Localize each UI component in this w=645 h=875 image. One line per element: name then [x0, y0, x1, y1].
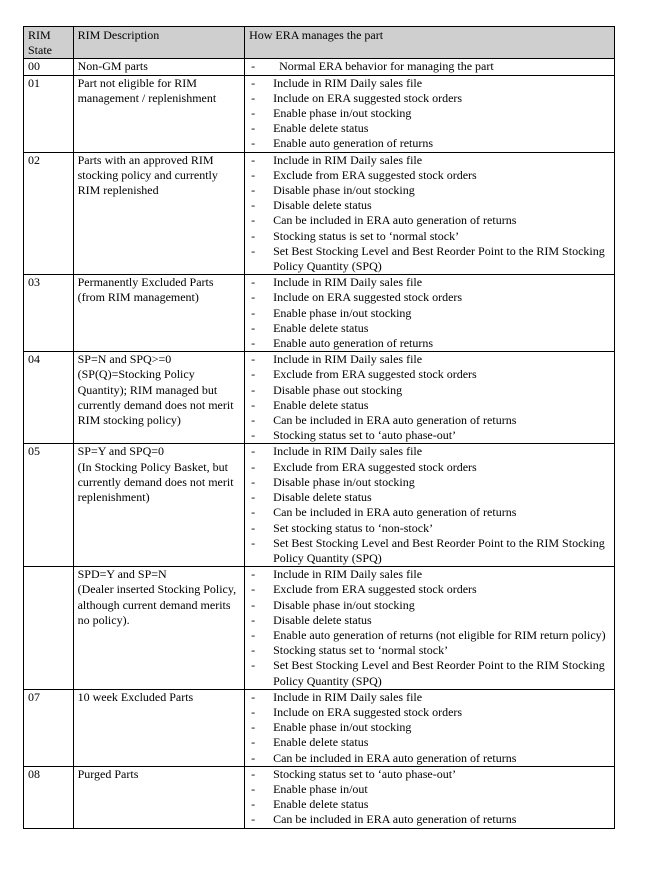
era-behavior-item: - Disable phase in/out stocking: [249, 475, 610, 490]
era-behavior-item: - Include in RIM Daily sales file: [249, 444, 610, 459]
table-row: [24, 75, 615, 152]
rim-description-cell: [73, 275, 245, 352]
era-behavior-item: - Stocking status is set to ‘normal stock’: [249, 229, 610, 244]
rim-description-text: SPD=Y and SP=N: [77, 567, 167, 582]
era-behavior-list: [249, 767, 610, 828]
rim-description-cell: [73, 444, 245, 567]
rim-description-text: Purged Parts: [77, 766, 139, 781]
rim-description-text: SP=Y and SPQ=0: [77, 444, 165, 459]
era-behavior-item: - Can be included in ERA auto generation of returns: [249, 413, 610, 428]
rim-state-cell: 05: [24, 444, 74, 567]
era-behavior-cell: [245, 275, 615, 352]
era-behavior-item: - Include in RIM Daily sales file: [249, 153, 610, 168]
era-behavior-item: - Disable phase in/out stocking: [249, 598, 610, 613]
era-behavior-item: - Enable delete status: [249, 797, 610, 812]
era-behavior-cell: [245, 352, 615, 444]
era-behavior-item: - Exclude from ERA suggested stock orders: [249, 367, 610, 382]
rim-description-text: (In Stocking Policy Basket, but currently demand does not merit replenishment): [77, 459, 234, 505]
rim-state-cell: 01: [24, 75, 74, 152]
era-behavior-item: - Enable phase in/out stocking: [249, 306, 610, 321]
era-behavior-cell: [245, 567, 615, 690]
rim-description-cell: [73, 152, 245, 275]
era-behavior-cell: [245, 766, 615, 828]
rim-state-cell: 02: [24, 152, 74, 275]
era-behavior-cell: [245, 689, 615, 766]
era-behavior-item: - Enable phase in/out stocking: [249, 106, 610, 121]
rim-description-cell: [73, 689, 245, 766]
era-behavior-item: - Enable phase in/out: [249, 782, 610, 797]
era-behavior-list: [249, 76, 610, 152]
rim-description-text: (Dealer inserted Stocking Policy, although current demand merits no policy).: [77, 582, 237, 627]
era-behavior-item: - Can be included in ERA auto generation of returns: [249, 505, 610, 520]
era-behavior-item: - Include in RIM Daily sales file: [249, 567, 610, 582]
rim-description-text: Permanently Excluded Parts (from RIM management): [77, 275, 214, 305]
table-row: [24, 444, 615, 567]
era-behavior-item: - Normal ERA behavior for managing the part: [249, 59, 610, 74]
era-behavior-item: - Include in RIM Daily sales file: [249, 352, 610, 367]
rim-description-cell: [73, 766, 245, 828]
header-row: [24, 27, 615, 59]
table-row: [24, 152, 615, 275]
rim-description-text: (SP(Q)=Stocking Policy Quantity); RIM managed but currently demand does not merit RIM stocking policy): [77, 367, 234, 428]
era-behavior-item: - Include in RIM Daily sales file: [249, 275, 610, 290]
era-behavior-item: - Set Best Stocking Level and Best Reorder Point to the RIM Stocking Policy Quantity (SPQ): [249, 658, 610, 688]
header-how-era-manages: How ERA manages the part: [245, 27, 615, 59]
rim-description-cell: [73, 567, 245, 690]
era-behavior-item: - Exclude from ERA suggested stock orders: [249, 460, 610, 475]
rim-description-cell: [73, 59, 245, 75]
era-behavior-list: [249, 690, 610, 766]
era-behavior-list: [249, 153, 610, 275]
rim-description-cell: [73, 352, 245, 444]
era-behavior-item: - Set Best Stocking Level and Best Reorder Point to the RIM Stocking Policy Quantity (SPQ): [249, 536, 610, 566]
header-rim-description: RIM Description: [73, 27, 245, 59]
rim-state-cell: [24, 567, 74, 690]
era-behavior-item: - Set stocking status to ‘non-stock’: [249, 521, 610, 536]
era-behavior-item: - Enable auto generation of returns: [249, 136, 610, 151]
table-row: [24, 352, 615, 444]
era-behavior-item: - Include in RIM Daily sales file: [249, 690, 610, 705]
table-row: [24, 689, 615, 766]
era-behavior-list: [249, 275, 610, 351]
rim-description-text: SP=N and SPQ>=0: [77, 352, 172, 367]
era-behavior-item: - Include on ERA suggested stock orders: [249, 290, 610, 305]
era-behavior-item: - Enable delete status: [249, 321, 610, 336]
era-behavior-item: - Enable delete status: [249, 735, 610, 750]
era-behavior-item: - Can be included in ERA auto generation of returns: [249, 812, 610, 827]
table-body: [24, 59, 615, 828]
rim-description-text: 10 week Excluded Parts: [77, 689, 194, 704]
era-behavior-item: - Stocking status set to ‘auto phase-out’: [249, 428, 610, 443]
era-behavior-item: - Disable phase in/out stocking: [249, 183, 610, 198]
era-behavior-item: - Enable phase in/out stocking: [249, 720, 610, 735]
era-behavior-item: - Stocking status set to ‘auto phase-out’: [249, 767, 610, 782]
era-behavior-cell: [245, 75, 615, 152]
table-header: [24, 27, 615, 59]
era-behavior-cell: [245, 152, 615, 275]
era-behavior-item: - Enable delete status: [249, 121, 610, 136]
header-rim-state: RIM State: [24, 27, 74, 59]
era-behavior-item: - Disable phase out stocking: [249, 383, 610, 398]
era-behavior-item: - Exclude from ERA suggested stock orders: [249, 168, 610, 183]
era-behavior-item: - Stocking status set to ‘normal stock’: [249, 643, 610, 658]
era-behavior-item: - Can be included in ERA auto generation of returns: [249, 213, 610, 228]
era-behavior-item: - Can be included in ERA auto generation of returns: [249, 751, 610, 766]
rim-description-text: Non-GM parts: [77, 59, 148, 74]
rim-state-cell: 03: [24, 275, 74, 352]
era-behavior-list: [249, 352, 610, 443]
table-row: [24, 567, 615, 690]
era-behavior-item: - Disable delete status: [249, 490, 610, 505]
table-row: [24, 275, 615, 352]
rim-state-cell: 08: [24, 766, 74, 828]
rim-state-cell: 00: [24, 59, 74, 75]
rim-state-cell: 07: [24, 689, 74, 766]
era-behavior-item: - Disable delete status: [249, 198, 610, 213]
era-behavior-item: - Enable delete status: [249, 398, 610, 413]
table-row: [24, 766, 615, 828]
era-behavior-cell: [245, 444, 615, 567]
era-behavior-item: - Disable delete status: [249, 613, 610, 628]
rim-state-table: [23, 26, 615, 829]
rim-description-text: Part not eligible for RIM management / replenishment: [77, 75, 217, 105]
era-behavior-item: - Enable auto generation of returns (not eligible for RIM return policy): [249, 628, 610, 643]
table-row: [24, 59, 615, 75]
era-behavior-item: - Set Best Stocking Level and Best Reorder Point to the RIM Stocking Policy Quantity (SPQ): [249, 244, 610, 274]
era-behavior-list: [249, 444, 610, 566]
era-behavior-item: - Include on ERA suggested stock orders: [249, 705, 610, 720]
era-behavior-cell: [245, 59, 615, 75]
era-behavior-item: - Exclude from ERA suggested stock orders: [249, 582, 610, 597]
era-behavior-item: - Include in RIM Daily sales file: [249, 76, 610, 91]
era-behavior-item: - Enable auto generation of returns: [249, 336, 610, 351]
era-behavior-list: [249, 567, 610, 689]
rim-state-cell: 04: [24, 352, 74, 444]
rim-description-cell: [73, 75, 245, 152]
rim-description-text: Parts with an approved RIM stocking policy and currently RIM replenished: [77, 152, 218, 198]
era-behavior-item: - Include on ERA suggested stock orders: [249, 91, 610, 106]
era-behavior-list: [249, 59, 610, 74]
